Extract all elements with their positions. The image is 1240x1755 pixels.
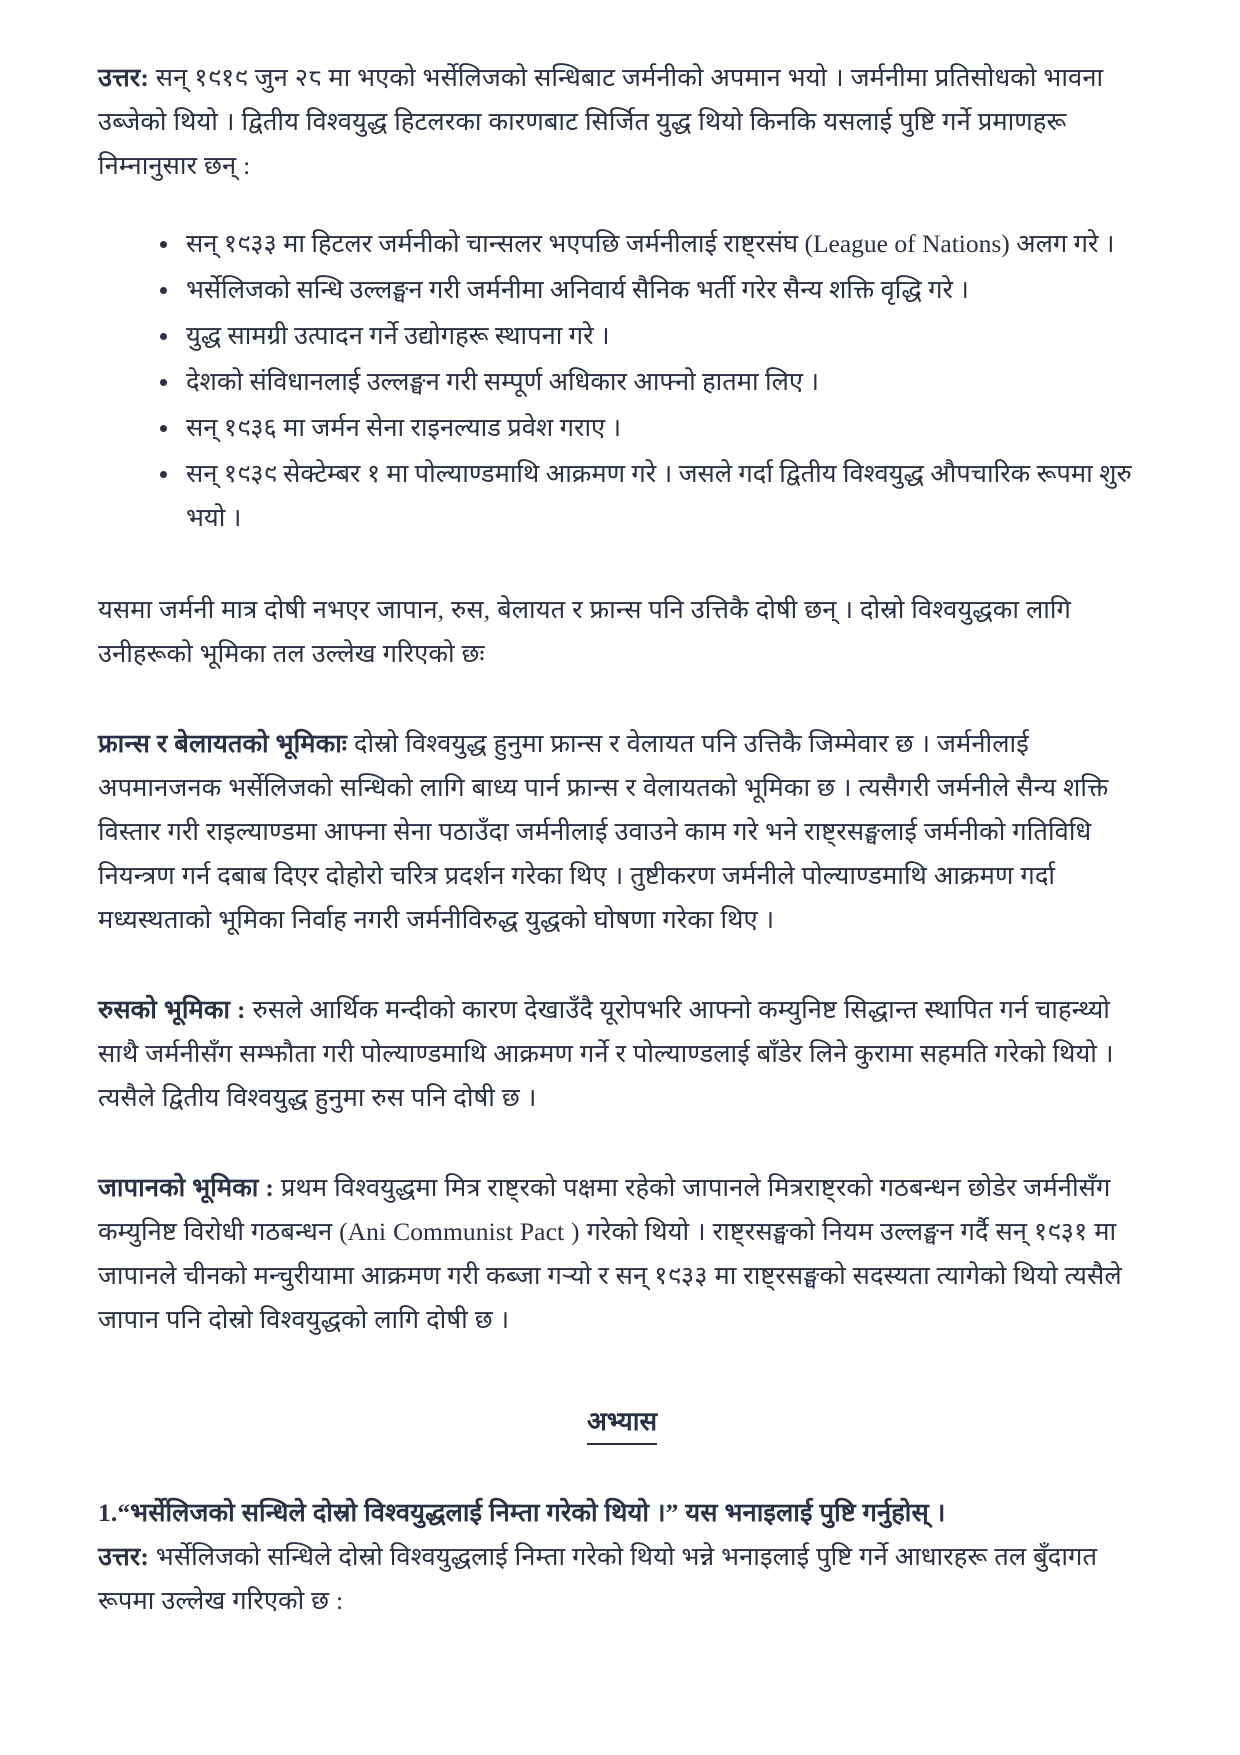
answer-intro-paragraph [98, 56, 1146, 188]
spacer [98, 942, 1146, 988]
document-body [98, 56, 1146, 1623]
question-1-answer [98, 1535, 1146, 1623]
role-label-france-britain: फ्रान्स र बेलायतको भूमिकाः [98, 729, 348, 758]
list-item: भर्सेलिजको सन्धि उल्लङ्घन गरी जर्मनीमा अनिवार्य सैनिक भर्ती गरेर सैन्य शक्ति वृद्धि गरे । [160, 268, 1146, 312]
spacer [98, 1120, 1146, 1166]
role-paragraph-france-britain [98, 722, 1146, 942]
role-label-russia: रुसको भूमिका : [98, 995, 246, 1024]
evidence-bullet-list [98, 222, 1146, 540]
exercise-heading-wrapper [98, 1402, 1146, 1445]
role-paragraph-japan [98, 1166, 1146, 1342]
question-1-answer-label: उत्तर: [98, 1542, 149, 1571]
role-text-france-britain: दोस्रो विश्वयुद्ध हुनुमा फ्रान्स र वेलायत पनि उत्तिकै जिम्मेवार छ । जर्मनीलाई अपमानजनक भर्सेलिजको सन्धिको लागि बाध्य पार्न फ्रान्स र वेलायतको भूमिका छ । त्यसैगरी जर्मनीले सैन्य शक्ति विस्तार गरी राइल्याण्डमा आफ्ना सेना पठाउँदा जर्मनीलाई उवाउने काम गरे भने राष्ट्रसङ्घलाई जर्मनीको गतिविधि नियन्त्रण गर्न दबाब दिएर दोहोरो चरित्र प्रदर्शन गरेका थिए । तुष्टीकरण जर्मनीले पोल्याण्डमाथि आक्रमण गर्दा मध्यस्थताको भूमिका निर्वाह नगरी जर्मनीविरुद्ध युद्धको घोषणा गरेका थिए । [98, 729, 1109, 934]
list-item: सन् १९३३ मा हिटलर जर्मनीको चान्सलर भएपछि जर्मनीलाई राष्ट्रसंघ (League of Nations) अलग गरे । [160, 222, 1146, 266]
spacer [98, 1342, 1146, 1402]
shared-blame-paragraph: यसमा जर्मनी मात्र दोषी नभएर जापान, रुस, बेलायत र फ्रान्स पनि उत्तिकै दोषी छन् । दोस्रो विश्वयुद्धका लागि उनीहरूको भूमिका तल उल्लेख गरिएको छः [98, 595, 1071, 668]
spacer [98, 188, 1146, 222]
list-item: सन् १९३६ मा जर्मन सेना राइनल्याड प्रवेश गराए । [160, 406, 1146, 450]
role-paragraph-russia [98, 988, 1146, 1120]
spacer [98, 676, 1146, 722]
role-text-japan: प्रथम विश्वयुद्धमा मित्र राष्ट्रको पक्षमा रहेको जापानले मित्रराष्ट्रको गठबन्धन छोडेर जर्मनीसँग कम्युनिष्ट विरोधी गठबन्धन (Ani Communist Pact ) गरेको थियो । राष्ट्रसङ्घको नियम उल्लङ्घन गर्दै सन् १९३१ मा जापानले चीनको मन्चुरीयामा आक्रमण गरी कब्जा गर्‍यो र सन् १९३३ मा राष्ट्रसङ्घको सदस्यता त्यागेको थियो त्यसैले जापान पनि दोस्रो विश्वयुद्धको लागि दोषी छ । [98, 1173, 1122, 1334]
list-item: सन् १९३९ सेक्टेम्बर १ मा पोल्याण्डमाथि आक्रमण गरे । जसले गर्दा द्वितीय विश्वयुद्ध औपचारिक रूपमा शुरु भयो । [160, 452, 1146, 540]
spacer [98, 1445, 1146, 1491]
list-item: युद्ध सामग्री उत्पादन गर्ने उद्योगहरू स्थापना गरे । [160, 314, 1146, 358]
question-1-text: 1.“भर्सेलिजको सन्धिले दोस्रो विश्वयुद्धलाई निम्ता गरेको थियो ।” यस भनाइलाई पुष्टि गर्नुहोस् । [98, 1498, 946, 1527]
answer-intro-text: सन् १९१९ जुन २८ मा भएको भर्सेलिजको सन्धिबाट जर्मनीको अपमान भयो । जर्मनीमा प्रतिसोधको भावना उब्जेको थियो । द्वितीय विश्वयुद्ध हिटलरका कारणबाट सिर्जित युद्ध थियो किनकि यसलाई पुष्टि गर्ने प्रमाणहरू निम्नानुसार छन् : [98, 63, 1104, 180]
role-label-japan: जापानको भूमिका : [98, 1173, 274, 1202]
spacer [98, 542, 1146, 588]
exercise-heading: अभ्यास [587, 1402, 657, 1445]
role-text-russia: रुसले आर्थिक मन्दीको कारण देखाउँदै यूरोपभरि आफ्नो कम्युनिष्ट सिद्धान्त स्थापित गर्न चाहन्थ्यो साथै जर्मनीसँग सम्झौता गरी पोल्याण्डमाथि आक्रमण गर्ने र पोल्याण्डलाई बाँडेर लिने कुरामा सहमति गरेको थियो । त्यसैले द्वितीय विश्वयुद्ध हुनुमा रुस पनि दोषी छ । [98, 995, 1114, 1112]
list-item: देशको संविधानलाई उल्लङ्घन गरी सम्पूर्ण अधिकार आफ्नो हातमा लिए । [160, 360, 1146, 404]
question-1-answer-text: भर्सेलिजको सन्धिले दोस्रो विश्वयुद्धलाई निम्ता गरेको थियो भन्ने भनाइलाई पुष्टि गर्ने आधारहरू तल बुँदागत रूपमा उल्लेख गरिएको छ : [98, 1542, 1098, 1615]
answer-intro-label: उत्तर: [98, 63, 149, 92]
